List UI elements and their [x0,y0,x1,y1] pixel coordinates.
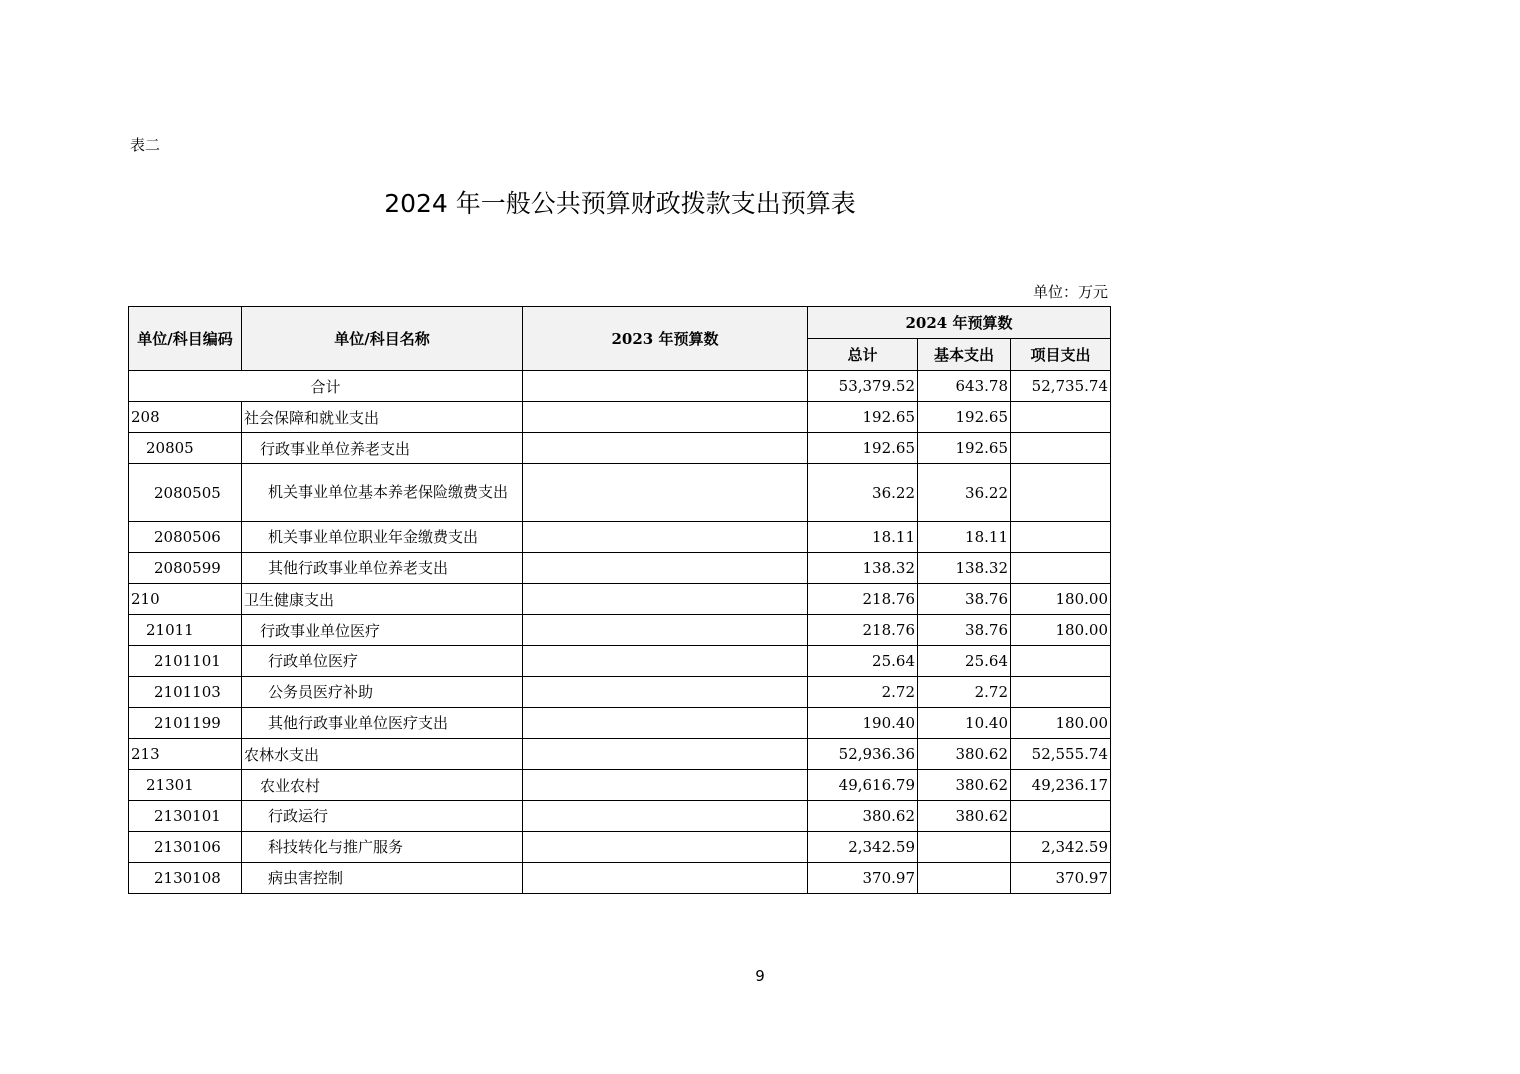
row-basic: 18.11 [918,522,1011,553]
row-basic: 380.62 [918,739,1011,770]
row-name: 机关事业单位职业年金缴费支出 [242,522,523,553]
header-project: 项目支出 [1011,339,1111,371]
header-total: 总计 [808,339,918,371]
row-basic: 2.72 [918,677,1011,708]
row-prev [523,770,808,801]
row-total: 36.22 [808,464,918,522]
row-total: 52,936.36 [808,739,918,770]
row-total: 190.40 [808,708,918,739]
row-code: 2130108 [129,863,242,894]
row-project: 49,236.17 [1011,770,1111,801]
row-project [1011,646,1111,677]
table-row [129,739,1111,770]
table-row [129,464,1111,522]
table-row [129,832,1111,863]
row-basic: 38.76 [918,584,1011,615]
row-prev [523,464,808,522]
row-total: 2,342.59 [808,832,918,863]
row-prev [523,615,808,646]
row-code: 2101103 [129,677,242,708]
table-row [129,863,1111,894]
row-name: 行政单位医疗 [242,646,523,677]
row-total: 218.76 [808,615,918,646]
row-name: 病虫害控制 [242,863,523,894]
row-total: 18.11 [808,522,918,553]
header-name: 单位/科目名称 [242,307,523,371]
row-basic: 192.65 [918,433,1011,464]
row-project: 52,555.74 [1011,739,1111,770]
row-prev [523,584,808,615]
table-row [129,553,1111,584]
table-row [129,677,1111,708]
row-total: 218.76 [808,584,918,615]
total-prev [523,371,808,402]
row-prev [523,708,808,739]
row-code: 21011 [129,615,242,646]
row-basic: 36.22 [918,464,1011,522]
row-code: 2130101 [129,801,242,832]
total-basic: 643.78 [918,371,1011,402]
row-name: 卫生健康支出 [242,584,523,615]
row-total: 2.72 [808,677,918,708]
row-project [1011,464,1111,522]
row-name: 农业农村 [242,770,523,801]
budget-table [128,306,1111,894]
row-total: 138.32 [808,553,918,584]
header-2024-group: 2024 年预算数 [808,307,1111,339]
row-prev [523,522,808,553]
row-total: 25.64 [808,646,918,677]
row-total: 49,616.79 [808,770,918,801]
row-project: 180.00 [1011,708,1111,739]
row-basic: 380.62 [918,801,1011,832]
row-name: 行政事业单位养老支出 [242,433,523,464]
row-name: 其他行政事业单位医疗支出 [242,708,523,739]
total-label: 合计 [129,371,523,402]
row-code: 2101199 [129,708,242,739]
row-prev [523,646,808,677]
row-prev [523,863,808,894]
row-code: 2101101 [129,646,242,677]
row-basic: 25.64 [918,646,1011,677]
table-row [129,522,1111,553]
row-code: 20805 [129,433,242,464]
row-project [1011,522,1111,553]
row-name: 农林水支出 [242,739,523,770]
total-row [129,371,1111,402]
row-basic: 38.76 [918,615,1011,646]
row-basic [918,863,1011,894]
row-project [1011,553,1111,584]
table-row [129,615,1111,646]
table-row [129,770,1111,801]
row-code: 2130106 [129,832,242,863]
unit-label: 单位：万元 [1032,283,1108,301]
row-project: 2,342.59 [1011,832,1111,863]
row-basic [918,832,1011,863]
row-basic: 380.62 [918,770,1011,801]
row-name: 科技转化与推广服务 [242,832,523,863]
row-project: 180.00 [1011,584,1111,615]
table-row [129,708,1111,739]
row-project [1011,433,1111,464]
row-code: 21301 [129,770,242,801]
row-name: 社会保障和就业支出 [242,402,523,433]
total-project: 52,735.74 [1011,371,1111,402]
row-code: 2080505 [129,464,242,522]
row-total: 370.97 [808,863,918,894]
row-project [1011,801,1111,832]
row-name: 公务员医疗补助 [242,677,523,708]
row-name: 其他行政事业单位养老支出 [242,553,523,584]
row-project: 370.97 [1011,863,1111,894]
total-sum: 53,379.52 [808,371,918,402]
row-prev [523,433,808,464]
row-basic: 10.40 [918,708,1011,739]
row-code: 208 [129,402,242,433]
row-code: 213 [129,739,242,770]
row-prev [523,832,808,863]
row-prev [523,739,808,770]
row-prev [523,677,808,708]
row-prev [523,402,808,433]
table-row [129,402,1111,433]
header-prev-year: 2023 年预算数 [523,307,808,371]
table-row [129,433,1111,464]
header-basic: 基本支出 [918,339,1011,371]
row-basic: 138.32 [918,553,1011,584]
table-row [129,584,1111,615]
row-prev [523,801,808,832]
row-project: 180.00 [1011,615,1111,646]
row-basic: 192.65 [918,402,1011,433]
table-label: 表二 [130,136,161,154]
row-prev [523,553,808,584]
row-project [1011,677,1111,708]
row-total: 192.65 [808,433,918,464]
row-code: 2080599 [129,553,242,584]
row-code: 210 [129,584,242,615]
row-project [1011,402,1111,433]
row-total: 192.65 [808,402,918,433]
row-name: 行政事业单位医疗 [242,615,523,646]
table-row [129,801,1111,832]
page-title: 2024 年一般公共预算财政拨款支出预算表 [384,189,856,218]
table-row [129,646,1111,677]
page-number: 9 [755,967,765,985]
row-name: 行政运行 [242,801,523,832]
row-code: 2080506 [129,522,242,553]
row-name: 机关事业单位基本养老保险缴费支出 [242,464,523,522]
header-code: 单位/科目编码 [129,307,242,371]
row-total: 380.62 [808,801,918,832]
